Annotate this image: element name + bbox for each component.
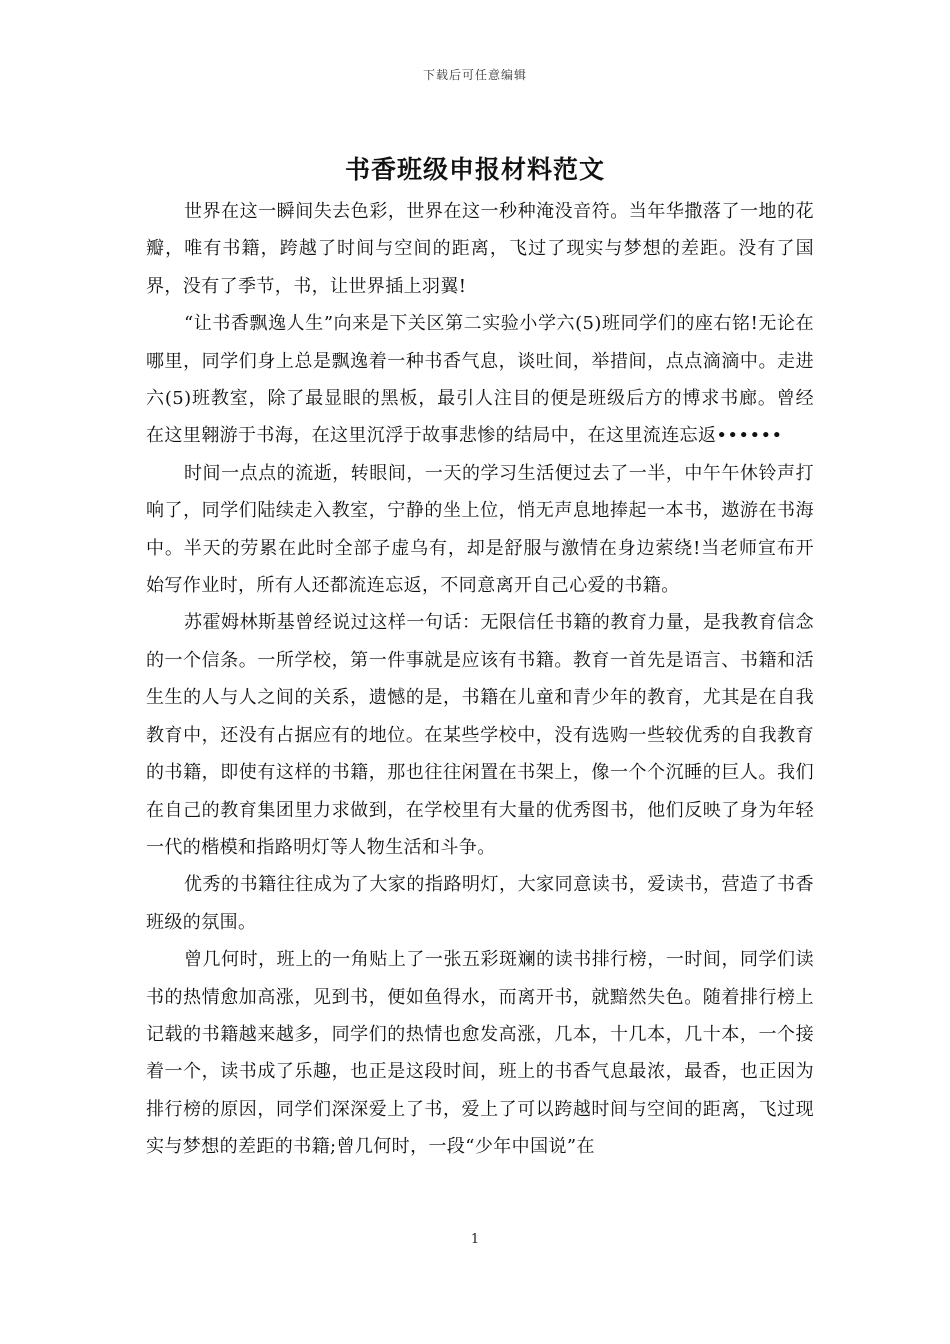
paragraph-3: 时间一点点的流逝，转眼间，一天的学习生活便过去了一半，中午午休铃声打响了，同学们陆续走入教室，宁静的坐上位，悄无声息地捧起一本书，遨游在书海中。半天的劳累在此时全部子虚乌有，却是舒服与激情在身边萦绕!当老师宣布开始写作业时，所有人还都流连忘返，不同意离开自己心爱的书籍。 (146, 462, 814, 597)
paragraph-1: 世界在这一瞬间失去色彩，世界在这一秒种淹没音符。当年华撒落了一地的花瓣，唯有书籍，跨越了时间与空间的距离，飞过了现实与梦想的差距。没有了国界，没有了季节，书，让世界插上羽翼! (146, 201, 814, 297)
page-header-note: 下载后可任意编辑 (422, 68, 527, 82)
paragraph-6: 曾几何时，班上的一角贴上了一张五彩斑斓的读书排行榜，一时间，同学们读书的热情愈加高涨，见到书，便如鱼得水，而离开书，就黯然失色。随着排行榜上记载的书籍越来越多，同学们的热情也愈发高涨，几本，十几本，几十本，一个接着一个，读书成了乐趣，也正是这段时间，班上的书香气息最浓，最香，也正因为排行榜的原因，同学们深深爱上了书，爱上了可以跨越时间与空间的距离，飞过现实与梦想的差距的书籍;曾几何时，一段“少年中国说”在 (146, 949, 814, 1158)
document-title: 书香班级申报材料范文 (344, 155, 605, 184)
paragraph-2: “让书香飘逸人生”向来是下关区第二实验小学六(5)班同学们的座右铭!无论在哪里，同学们身上总是飘逸着一种书香气息，谈吐间，举措间，点点滴滴中。走进六(5)班教室，除了最显眼的黑板，最引人注目的便是班级后方的博求书廊。曾经在这里翱游于书海，在这里沉浮于故事悲惨的结局中，在这里流连忘返•••••• (146, 313, 814, 447)
document-body (146, 193, 814, 1166)
paragraph-5: 优秀的书籍往往成为了大家的指路明灯，大家同意读书，爱读书，营造了书香班级的氛围。 (146, 874, 814, 933)
paragraph-4: 苏霍姆林斯基曾经说过这样一句话：无限信任书籍的教育力量，是我教育信念的一个信条。一所学校，第一件事就是应该有书籍。教育一首先是语言、书籍和活生生的人与人之间的关系，遗憾的是，书籍在儿童和青少年的教育，尤其是在自我教育中，还没有占据应有的地位。在某些学校中，没有选购一些较优秀的自我教育的书籍，即使有这样的书籍，那也往往闲置在书架上，像一个个沉睡的巨人。我们在自己的教育集团里力求做到，在学校里有大量的优秀图书，他们反映了身为年轻一代的楷模和指路明灯等人物生活和斗争。 (146, 612, 814, 858)
page-number: 1 (470, 1232, 480, 1247)
